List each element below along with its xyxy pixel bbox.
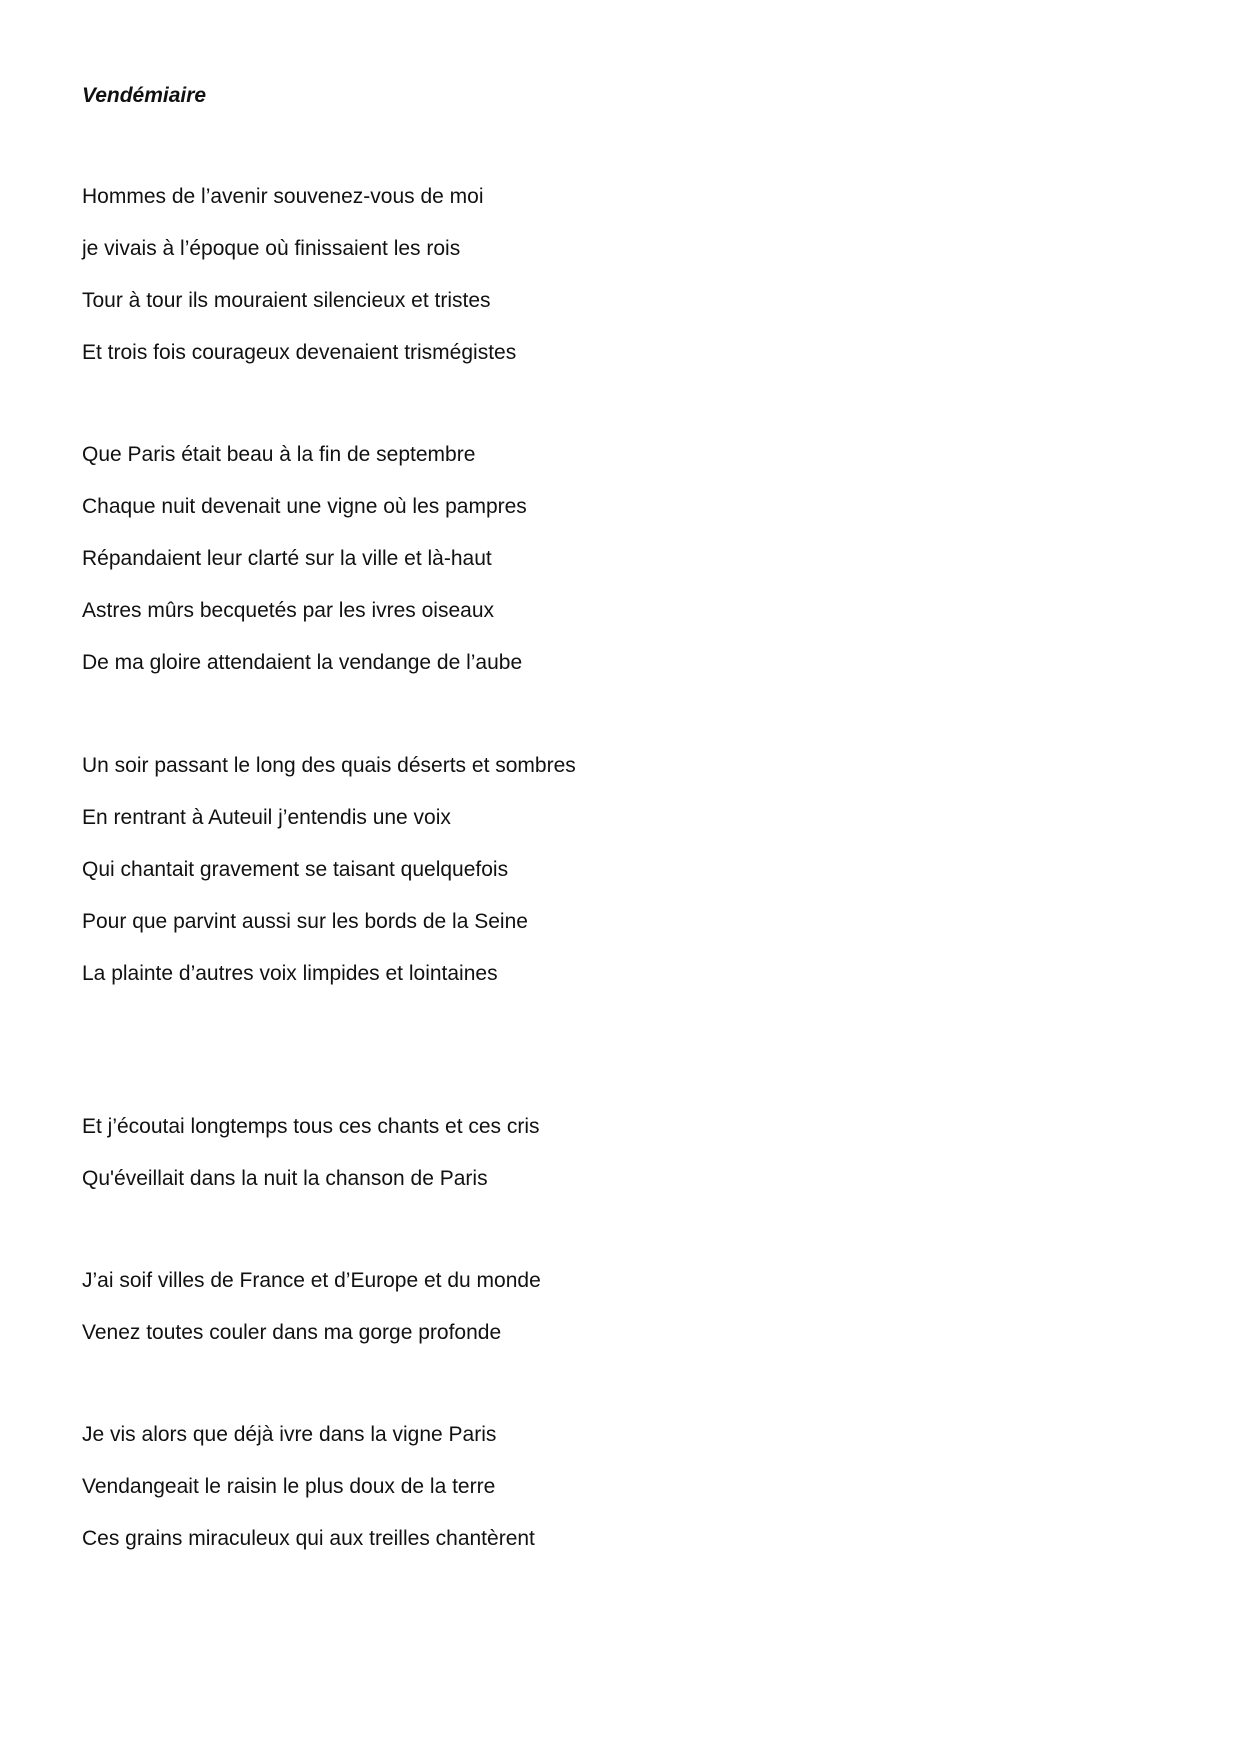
poem-line: Ces grains miraculeux qui aux treilles chantèrent [82, 1527, 535, 1550]
poem-line: La plainte d’autres voix limpides et lointaines [82, 962, 498, 985]
poem-line: Chaque nuit devenait une vigne où les pampres [82, 495, 527, 518]
poem-line: Que Paris était beau à la fin de septembre [82, 443, 476, 466]
poem-line: Et trois fois courageux devenaient trismégistes [82, 341, 517, 364]
poem-line: Venez toutes couler dans ma gorge profonde [82, 1321, 502, 1344]
poem-line: je vivais à l’époque où finissaient les rois [82, 237, 461, 260]
poem-line: Astres mûrs becquetés par les ivres oiseaux [82, 599, 495, 622]
poem-line: Je vis alors que déjà ivre dans la vigne Paris [82, 1423, 497, 1446]
poem-line: J’ai soif villes de France et d’Europe et du monde [82, 1269, 541, 1292]
poem-line: En rentrant à Auteuil j’entendis une voix [82, 806, 451, 829]
poem-line: Qui chantait gravement se taisant quelquefois [82, 858, 509, 881]
poem-line: Qu'éveillait dans la nuit la chanson de Paris [82, 1167, 488, 1190]
poem-line: Et j’écoutai longtemps tous ces chants et ces cris [82, 1115, 540, 1138]
poem-line: De ma gloire attendaient la vendange de l’aube [82, 651, 523, 674]
poem-line: Répandaient leur clarté sur la ville et là-haut [82, 547, 492, 570]
poem-title: Vendémiaire [82, 84, 207, 107]
poem-line: Vendangeait le raisin le plus doux de la terre [82, 1475, 496, 1498]
poem-line: Pour que parvint aussi sur les bords de la Seine [82, 910, 528, 933]
poem-line: Hommes de l’avenir souvenez-vous de moi [82, 185, 484, 208]
poem-line: Tour à tour ils mouraient silencieux et tristes [82, 289, 491, 312]
poem-line: Un soir passant le long des quais déserts et sombres [82, 754, 576, 777]
